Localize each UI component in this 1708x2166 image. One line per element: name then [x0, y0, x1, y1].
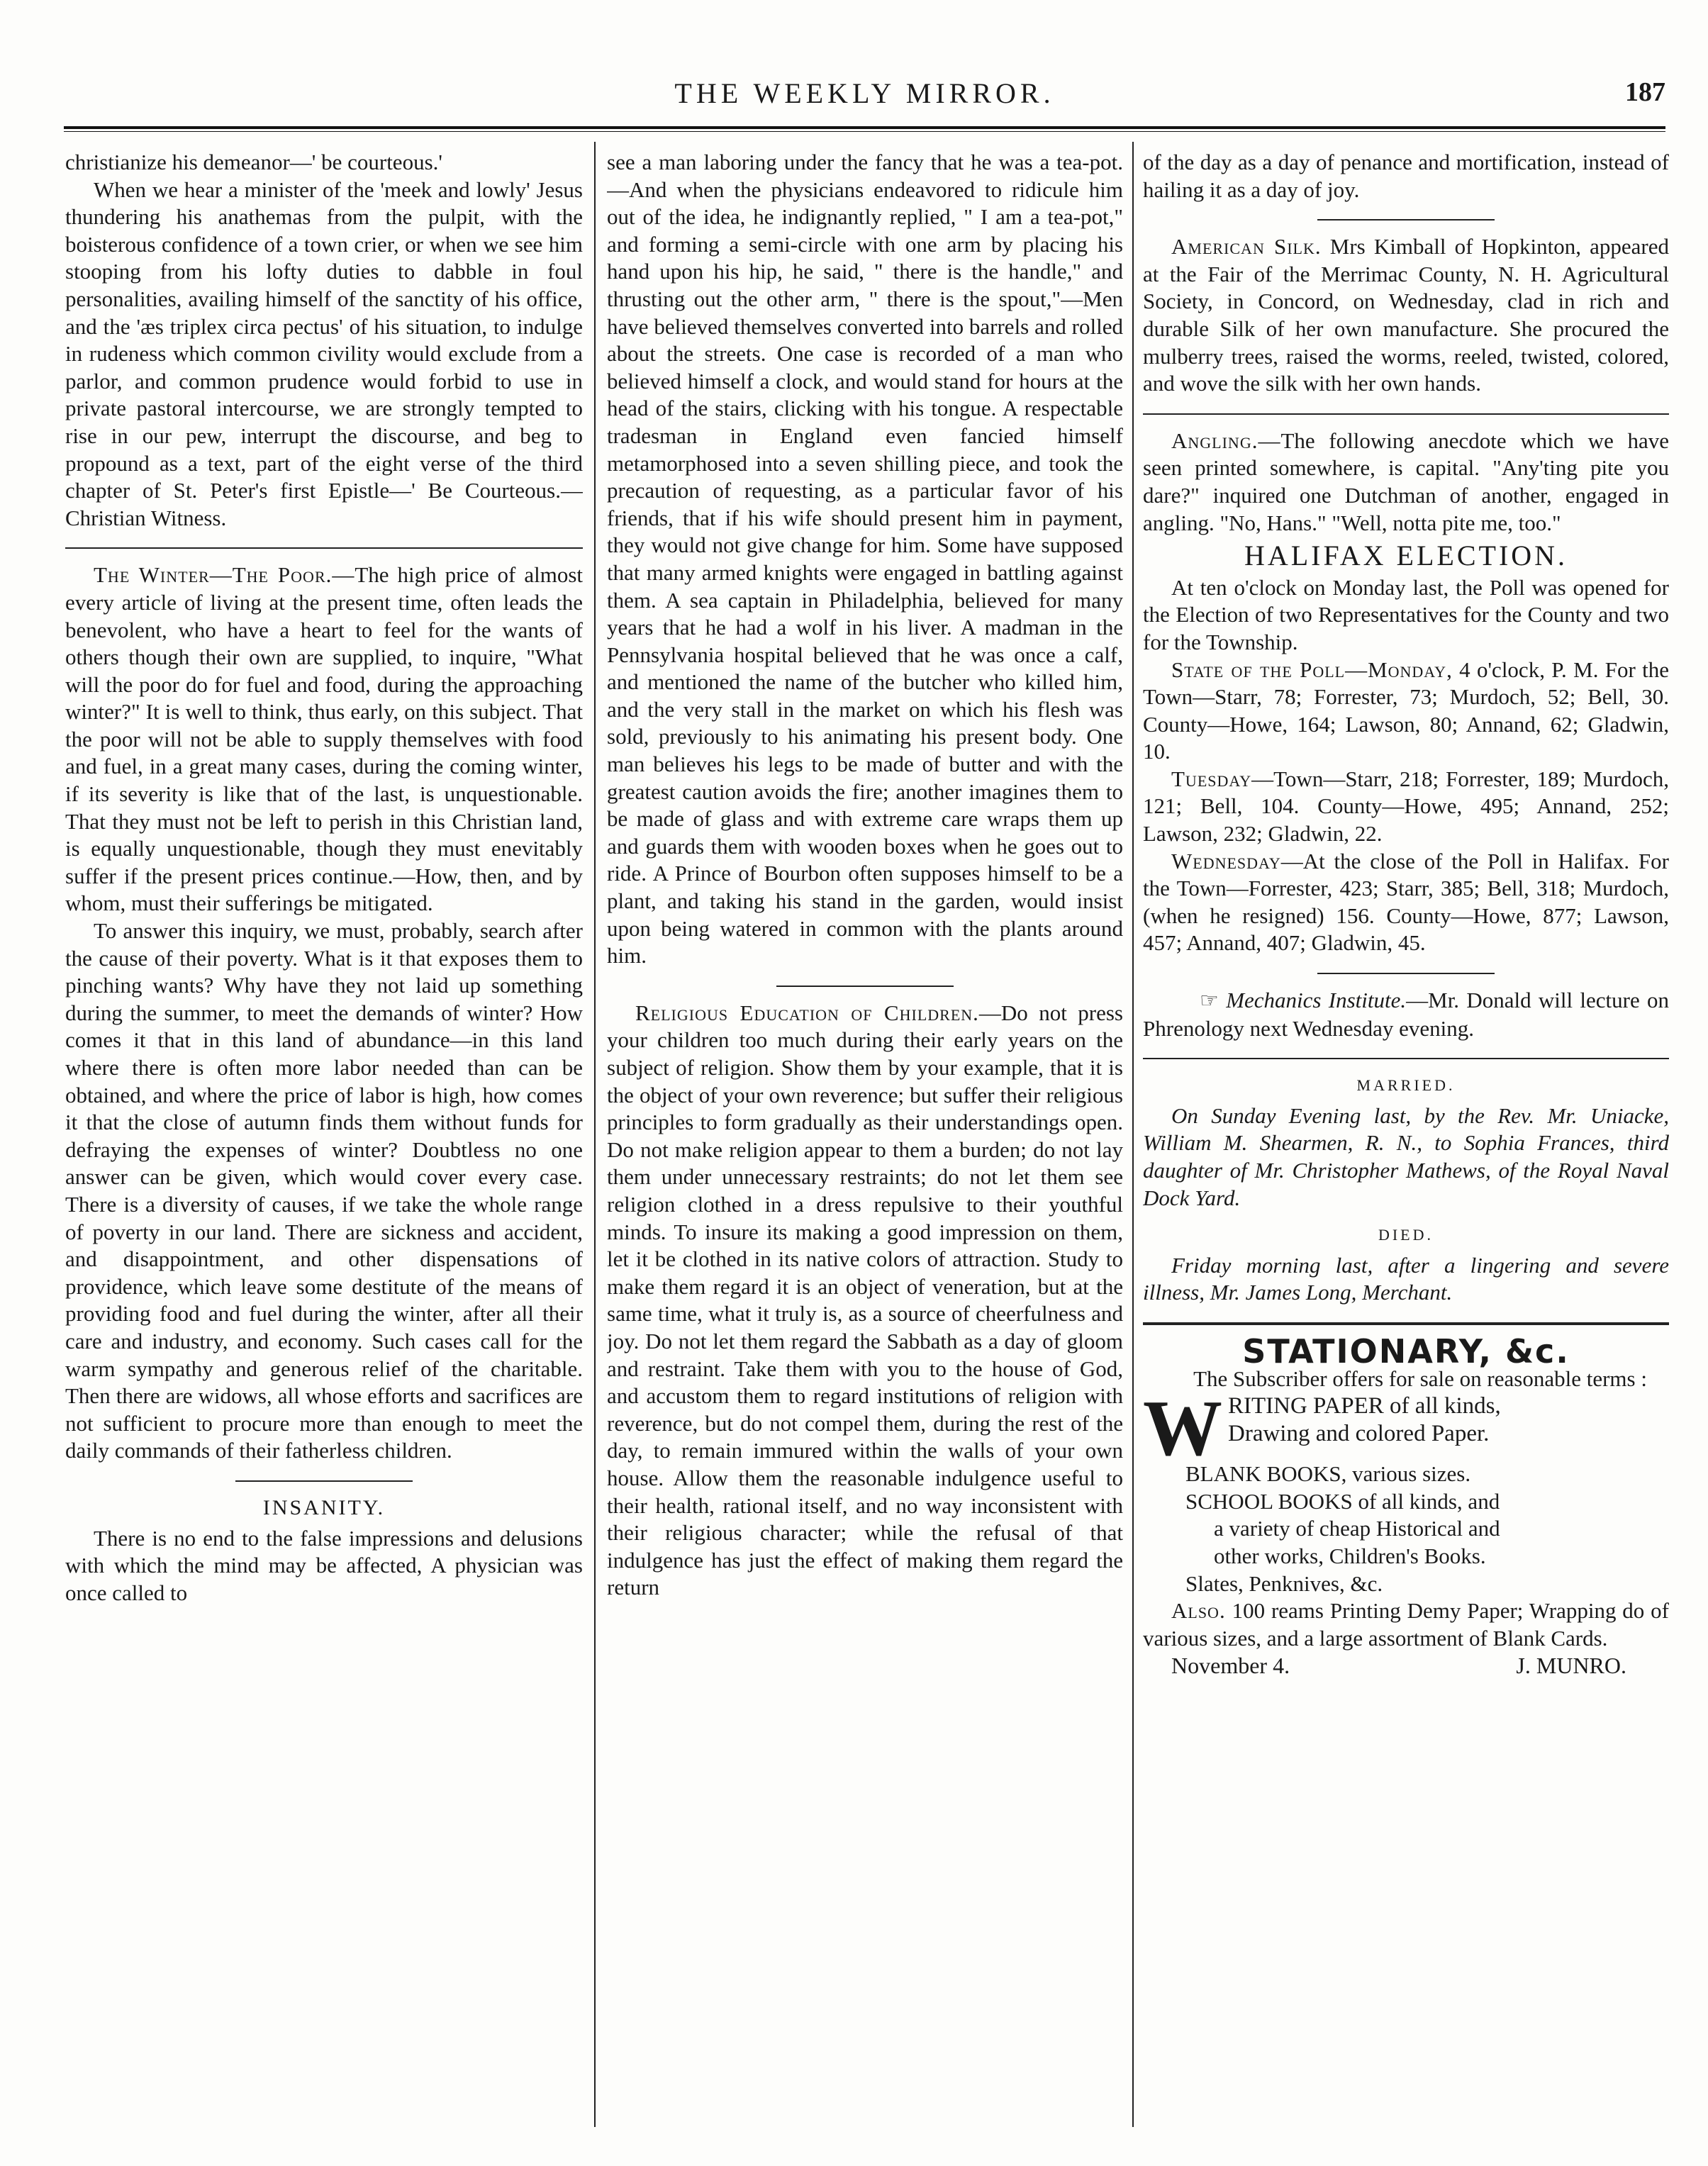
ad-item-blank-books: BLANK BOOKS, various sizes. [1185, 1461, 1471, 1487]
winter-paragraph-1 [65, 562, 583, 917]
angling-text: The following anecdote which we have seen printed somewhere, is capital. "Any'ting pite you dare?" inquired one Dutchman of another, engaged in angling. "No, Hans." "Well, notta pite me, too." [1143, 428, 1669, 535]
insanity-paragraph-start: There is no end to the false impressions and delusions with which the mind may be affected, A physician was once called to [65, 1525, 583, 1605]
advertisement-rule [1143, 1322, 1669, 1325]
article-separator [1143, 413, 1669, 415]
ad-also-lead: Also. [1171, 1598, 1226, 1624]
page-number: 187 [1625, 77, 1665, 107]
column-2 [607, 149, 1123, 2120]
ad-item-writing-paper: RITING PAPER of all kinds, [1228, 1393, 1501, 1419]
ad-item-school-books: SCHOOL BOOKS of all kinds, and [1185, 1488, 1500, 1514]
winter-text-1: The high price of almost every article of living at the present time, often leads the benevolent, who have a heart to feel for the wants of others though their own are supplied, to inquire, "What will the poor do for fuel and food, during the approaching winter?" It is well to think, thus early, on this subject. That the poor will not be able to supply themselves with food and fuel, in a great many cases, during the coming winter, if its severity is like that of the last, is unquestionable. That they must not be left to perish in this Christian land, is equally unquestionable, though they must enevitably suffer if the present prices continue.—How, then, and by whom, must their sufferings be mitigated. [65, 562, 583, 916]
masthead-title: THE WEEKLY MIRROR. [674, 77, 1055, 109]
article-separator [1317, 973, 1495, 974]
column-divider-2 [1132, 142, 1134, 2127]
wednesday-lead: Wednesday [1171, 848, 1281, 873]
monday-lead: State of the Poll—Monday, [1171, 657, 1453, 682]
column-divider-1 [594, 142, 596, 2127]
winter-paragraph-2: To answer this inquiry, we must, probably, search after the cause of their poverty. What is it that exposes them to pinching wants? Why have they not laid up something during the summer, to meet the demands of winter? How comes it that in this land of abundance—in this land where there is often more labor needed than can be obtained, and where the price of labor is high, how comes it that the close of autumn finds them without funds for defraying the expenses of winter? Doubtless no one answer can be given, which would cover every case. There is a diversity of causes, if we take the whole range of poverty in our land. There are sickness and accident, and disappointment, and other dispensations of providence, which leave some destitute of the means of providing food and fuel during the winter, after all their care and industry, and economy. Such cases call for the warm sympathy and generous relief of the charitable. Then there are widows, all whose efforts and sacrifices are not sufficient to procure more than enough to meet the daily commands of their fatherless children. [65, 918, 583, 1463]
angling-lead: Angling.— [1171, 428, 1281, 453]
pointing-hand-icon: ☞ [1200, 989, 1219, 1013]
advertisement-intro: The Subscriber offers for sale on reasonable terms : [1193, 1366, 1647, 1391]
advertisement-list [1143, 1385, 1669, 1597]
religious-continuation: of the day as a day of penance and mortification, instead of hailing it as a day of joy. [1143, 150, 1669, 202]
article-separator [235, 1480, 413, 1482]
insanity-continuation: see a man laboring under the fancy that he was a tea-pot.—And when the physicians endeavored to ridicule him out of the idea, he indignantly replied, " I am a tea-pot," and forming a semi-circle with one arm by placing his hand upon his hip, he said, " there is the handle," and thrusting out the other arm, " there is the spout,"—Men have believed themselves converted into barrels and rolled about the streets. One case is recorded of a man who believed himself a clock, and would stand for hours at the head of the stairs, clicking with his tongue. A respectable tradesman in England even fancied himself metamorphosed into a seven shilling piece, and took the precaution of requesting, as a particular favor of his friends, that if his wife should present him in payment, they would not give change for him. Some have supposed that many armed knights were engaged in battling against them. A sea captain in Philadelphia, believed for many years that he had a wolf in his liver. A madman in the Pennsylvania hospital believed that he was once a calf, and mentioned the name of the butcher who killed him, and the very stall in the market on which his flesh was sold, previously to his animating his present body. One man believes his legs to be made of butter and with the greatest caution avoids the fire; another imagines them to be made of glass and with extreme care wraps them up and guards them with wooden boxes when he goes out to ride. A Prince of Bourbon often supposes himself to be a plant, and taking his stand in the garden, would insist upon being watered in common with the plants around him. [607, 150, 1123, 968]
mechanics-paragraph [1143, 987, 1669, 1042]
religious-text: —Do not press your children too much during their early years on the subject of religion. Show them by your example, that it is the object of your own reverence; but suffer their religious principles to form gradually as their understandings open. Do not make religion appear to them a burden; do not lay them under unnecessary restraints; do not let them see religion clothed in a dress repulsive to their youthful minds. To insure its making a good impression on them, let it be clothed in its native colors of attraction. Study to make them regard it is an object of veneration, but at the same time, what it truly is, as a source of cheerfulness and joy. Do not let them regard the Sabbath as a day of gloom and restraint. Take them with you to the house of God, and accustom them to regard institutions of religion with reverence, but do not compel them, during the rest of the day, to remain immured within the walls of your own house. Allow them the reasonable indulgence useful to their health, rational itself, and no way inconsistent with their religious character; while the refusal of that indulgence has just the effect of making them regard the return [607, 1000, 1123, 1600]
article-separator [776, 986, 954, 987]
election-intro: At ten o'clock on Monday last, the Poll was opened for the Election of two Representatives for the County and two for the Township. [1143, 574, 1669, 654]
religious-education-paragraph [607, 1000, 1123, 1602]
election-heading: HALIFAX ELECTION. [1244, 540, 1568, 572]
courtesy-paragraph: When we hear a minister of the 'meek and lowly' Jesus thundering his anathemas from the pulpit, with the boisterous confidence of a town crier, or when we see him stooping from his lofty duties to dabble in foul personalities, availing himself of the sanctity of his office, and the 'æs triplex circa pectus' of his situation, to indulge in rudeness which common civility would exclude from a parlor, and common prudence would forbid to use in private pastoral intercourse, we are strongly tempted to rise in our pew, interrupt the discourse, and beg to propound as a text, part of the eight verse of the third chapter of St. Peter's first Epistle—' Be Courteous.—Christian Witness. [65, 177, 583, 530]
ad-item-slates: Slates, Penknives, &c. [1185, 1570, 1383, 1596]
page-header [64, 77, 1665, 126]
election-tuesday [1143, 766, 1669, 848]
advertisement-title: STATIONARY, &c. [1242, 1332, 1570, 1371]
article-separator [1317, 219, 1495, 220]
advertisement-dropcap: W [1143, 1385, 1222, 1473]
advertisement-signature-row [1143, 1652, 1669, 1680]
column-3 [1143, 149, 1669, 2120]
silk-text: Mrs Kimball of Hopkinton, appeared at the Fair of the Merrimac County, N. H. Agricultural Society, in Concord, on Wednesday, clad in rich and durable Silk of her own manufacture. She procured the mulberry trees, raised the worms, reeled, twisted, colored, and wove the silk with her own hands. [1143, 234, 1669, 396]
advertisement-also [1143, 1597, 1669, 1652]
header-rule [64, 126, 1665, 132]
column-1 [65, 149, 583, 2120]
silk-lead: American Silk. [1171, 234, 1322, 259]
angling-paragraph [1143, 428, 1669, 537]
article-separator [65, 547, 583, 549]
mechanics-lead: Mechanics Institute. [1226, 988, 1407, 1013]
wednesday-text: —At the close of the Poll in Halifax. For the Town—Forrester, 423; Starr, 385; Bell, 318; Murdoch, (when he resigned) 156. County—Howe, 877; Lawson, 457; Annand, 407; Gladwin, 45. [1143, 848, 1669, 956]
mechanics-text: —Mr. Donald will lecture on Phrenology next Wednesday evening. [1143, 988, 1669, 1041]
article-separator [1143, 1058, 1669, 1059]
silk-paragraph [1143, 233, 1669, 398]
ad-item-childrens-books: other works, Children's Books. [1214, 1543, 1486, 1568]
married-notice: On Sunday Evening last, by the Rev. Mr. Uniacke, William M. Shearmen, R. N., to Sophia Frances, third daughter of Mr. Christopher Mathews, of the Royal Naval Dock Yard. [1143, 1102, 1669, 1210]
ad-signature: J. MUNRO. [1516, 1653, 1626, 1679]
ad-item-historical: a variety of cheap Historical and [1214, 1516, 1500, 1541]
married-heading: MARRIED. [1356, 1076, 1456, 1095]
tuesday-text: —Town—Starr, 218; Forrester, 189; Murdoch, 121; Bell, 104. County—Howe, 495; Annand, 252; Lawson, 232; Gladwin, 22. [1143, 766, 1669, 847]
ad-date: November 4. [1171, 1653, 1290, 1679]
monday-text: 4 o'clock, P. M. For the Town—Starr, 78; Forrester, 73; Murdoch, 52; Bell, 30. County—Howe, 164; Lawson, 80; Annand, 62; Gladwin, 10. [1143, 657, 1669, 764]
died-notice: Friday morning last, after a lingering and severe illness, Mr. James Long, Merchant. [1143, 1252, 1669, 1305]
insanity-heading: INSANITY. [262, 1495, 386, 1519]
ad-also-text: 100 reams Printing Demy Paper; Wrapping do of various sizes, and a large assortment of Blank Cards. [1143, 1598, 1669, 1651]
election-monday [1143, 657, 1669, 766]
ad-item-drawing-paper: Drawing and colored Paper. [1228, 1420, 1490, 1446]
courtesy-continuation: christianize his demeanor—' be courteous.' [65, 150, 442, 174]
died-heading: DIED. [1378, 1226, 1434, 1244]
religious-lead: Religious Education of Children. [635, 1000, 979, 1025]
winter-lead: The Winter—The Poor.— [94, 562, 355, 588]
election-wednesday [1143, 848, 1669, 957]
tuesday-lead: Tuesday [1171, 766, 1252, 791]
